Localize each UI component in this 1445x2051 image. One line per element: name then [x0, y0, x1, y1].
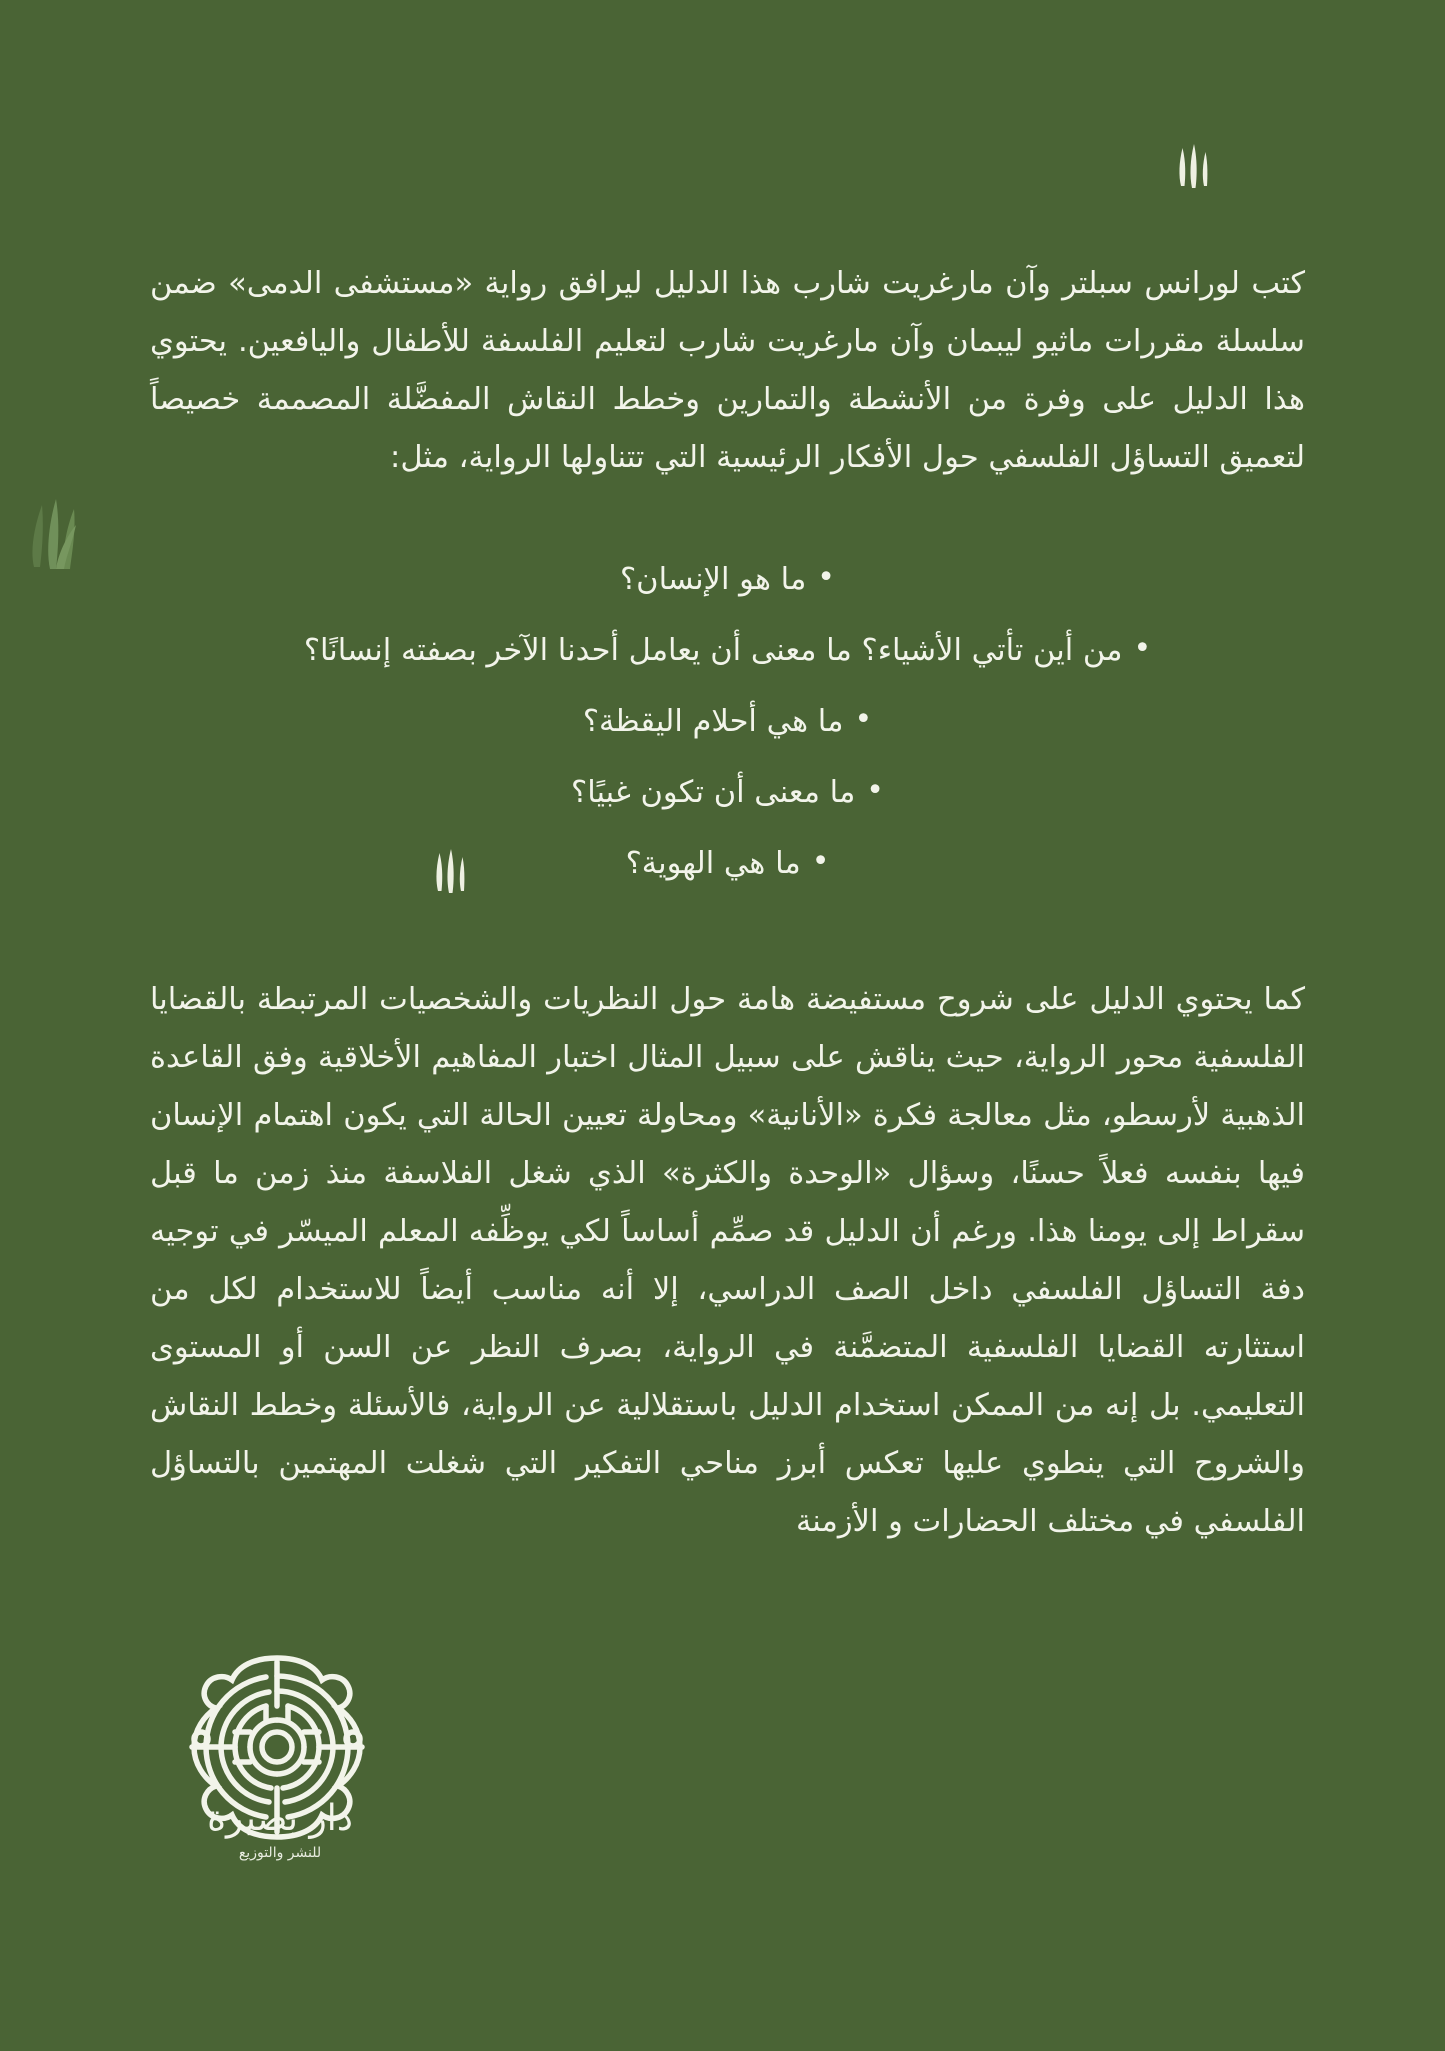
back-cover-text-column: [150, 255, 1305, 1551]
publisher-tagline: للنشر والتوزيع: [238, 1845, 322, 1861]
list-item: [150, 835, 1305, 893]
intro-paragraph: كتب لورانس سبلتر وآن مارغريت شارب هذا الدليل ليرافق رواية «مستشفى الدمى» ضمن سلسلة مقررات ماثيو ليبمان وآن مارغريت شارب لتعليم الفلسفة للأطفال واليافعين. يحتوي هذا الدليل على وفرة من الأنشطة والتمارين وخطط النقاش المفضَّلة المصممة خصيصاً لتعميق التساؤل الفلسفي حول الأفكار الرئيسية التي تتناولها الرواية، مثل:: [150, 266, 1305, 475]
list-item: [150, 764, 1305, 822]
list-item-label: ما معنى أن تكون غبيًا؟: [571, 775, 856, 810]
list-item-label: ما هو الإنسان؟: [619, 562, 807, 597]
grass-blades-icon: [1168, 140, 1220, 192]
list-item-label: ما هي أحلام اليقظة؟: [582, 704, 844, 739]
publisher-name: دار بصيرة: [207, 1798, 353, 1839]
list-item: [150, 551, 1305, 609]
bullet-marker: •: [866, 773, 884, 808]
bullet-marker: •: [811, 844, 830, 879]
list-item-label: من أين تأتي الأشياء؟ ما معنى أن يعامل أحدنا الآخر بصفته إنسانًا؟: [303, 633, 1123, 668]
bullet-marker: •: [1133, 631, 1152, 666]
bullet-marker: •: [854, 702, 873, 737]
bullet-marker: •: [817, 560, 835, 595]
list-item: [150, 693, 1305, 751]
list-item-label: ما هي الهوية؟: [625, 846, 801, 881]
description-paragraph: كما يحتوي الدليل على شروح مستفيضة هامة حول النظريات والشخصيات المرتبطة بالقضايا الفلسفية محور الرواية، حيث يناقش على سبيل المثال اختبار المفاهيم الأخلاقية وفق القاعدة الذهبية لأرسطو، مثل معالجة فكرة «الأنانية» ومحاولة تعيين الحالة التي يكون اهتمام الإنسان فيها بنفسه فعلاً حسنًا، وسؤال «الوحدة والكثرة» الذي شغل الفلاسفة منذ زمن ما قبل سقراط إلى يومنا هذا. ورغم أن الدليل قد صمِّم أساساً لكي يوظِّفه المعلم الميسّر في توجيه دفة التساؤل الفلسفي داخل الصف الدراسي، إلا أنه مناسب أيضاً للاستخدام لكل من استثارته القضايا الفلسفية المتضمَّنة في الرواية، بصرف النظر عن السن أو المستوى التعليمي. بل إنه من الممكن استخدام الدليل باستقلالية عن الرواية، فالأسئلة وخطط النقاش والشروح التي ينطوي عليها تعكس أبرز مناحي التفكير التي شغلت المهتمين بالتساؤل الفلسفي في مختلف الحضارات و الأزمنة: [150, 982, 1305, 1539]
list-item: [150, 622, 1305, 680]
grass-tuft-icon: [28, 495, 94, 571]
philosophical-questions-list: [150, 551, 1305, 893]
